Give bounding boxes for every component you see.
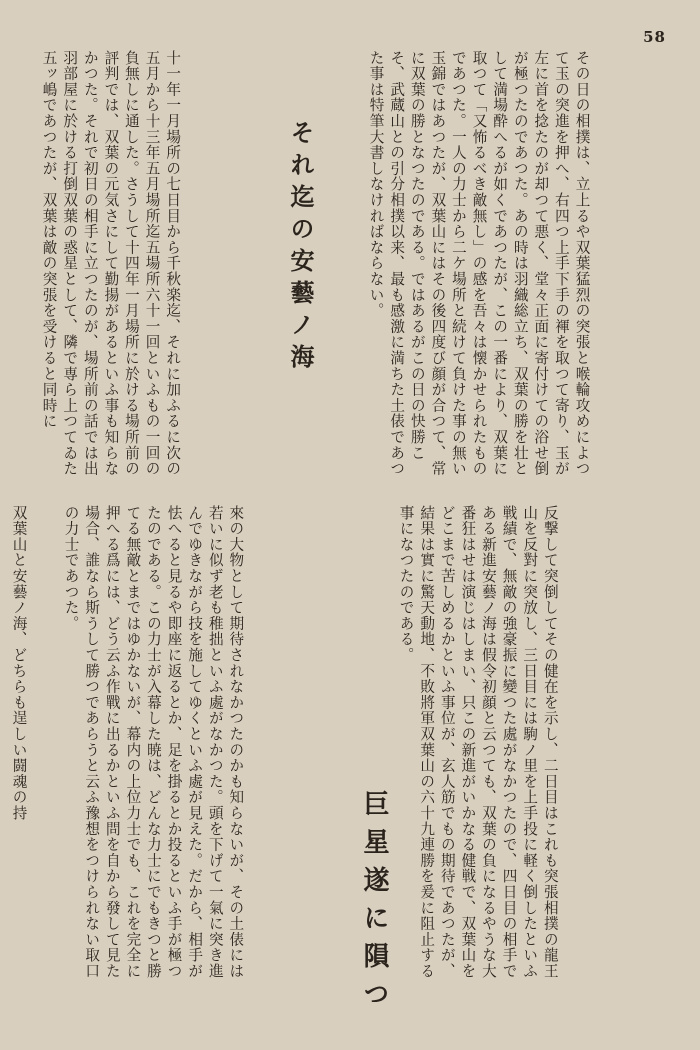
top-left-column-block: [38, 50, 330, 480]
bottom-far-left-paragraph: 双葉山と安藝ノ海、どちらも逞しい闘魂の持: [10, 505, 28, 821]
top-right-paragraph: その日の相撲は、立上るや双葉猛烈の突張と喉輪攻めによつて玉の突進を押へ、右四つ上手下手の褌を取つて寄り、玉が左に首を捻たのが却つて悪く、堂々正面に寄付けての浴せ倒が極つたのであつた。あの時は羽織総立ち、双葉の勝を壮として満場酔へるが如くであつたが、この一番により、双葉に取つて「又怖るべき敵無し」の感を吾々は懐かせられたものであつた。一人の力士から二ケ場所と続けて負けた事の無い玉錦ではあつたが、双葉山にはその後四度び顔が合つて、常に双葉の勝となつたのである。ではあるがこの日の快勝こそ、武蔵山との引分相撲以来、最も感激に満ちた土俵であつた事は特筆大書しなければならない。: [367, 50, 591, 477]
bottom-left-column-block: [60, 505, 342, 985]
section-heading-sore-made: それ迄の安藝ノ海: [286, 120, 315, 376]
top-right-column-block: [365, 50, 673, 480]
section-heading-kyosei: 巨星遂に隕つ: [359, 790, 389, 1018]
bottom-right-paragraph-1: 反撃して突倒してその健在を示し、二日目はこれも突張相撲の龍王山を反對に突放し、三日目には駒ノ里を上手投に軽く倒したといふ戦績で、無敵の強豪振に變つた處がなかつたので、四日目の相手である新進安藝ノ海は假令初顔と云つても、双葉の負になるやうな大番狂はせは演じはしまい、只この新進がいかなる健戦で、双葉山をどこまで苦しめるかといふ事位が、玄人筋でもの期待であつたが、結果は實に驚天動地、不敗將軍双葉山の六十九連勝を爰に阻止する事になつたのである。: [397, 505, 559, 979]
page-number: 58: [643, 28, 666, 46]
top-left-paragraph: 十一年一月場所の七日目から千秋楽迄、それに加ふるに次の五月から十三年五月場所迄五場所六十一回といふもの一回の負無しに通した。さうして十四年一月場所に於ける場所前の評判では、双葉の元気さにして勤揚があるといふ事も知らなかつた。それで初日の相手に立つたのが、場所前の話では出羽部屋に於ける打倒双葉の惑星として、隣で専ら上つてゐた五ッ嶋であつたが、双葉は敵の突張を受けると同時に: [40, 50, 182, 477]
bottom-right-column-block: [395, 505, 673, 985]
bottom-left-paragraph-1: 來の大物として期待されなかつたのかも知らないが、その土俵には若いに似ず老も稚拙といふ處がなかつた。頭を下げて一氣に突き進んでゆきながら技を施してゆくといふ處が見えた。だから、相手が怯へると見るや即座に返るとか、足を掛るとか投るといふ手が極つたのである。この力士が入幕した暁は、どんな力士にでもきつと勝てる無敵とまではゆかないが、幕内の上位力士でも、これを完全に押へる爲には、どう云ふ作戰に出るかといふ問を自から發して見た場合、誰なら斯うして勝つであらうと云ふ豫想をつけられない取口の力士であつた。: [62, 505, 245, 979]
bottom-far-left-column-block: [8, 505, 52, 985]
